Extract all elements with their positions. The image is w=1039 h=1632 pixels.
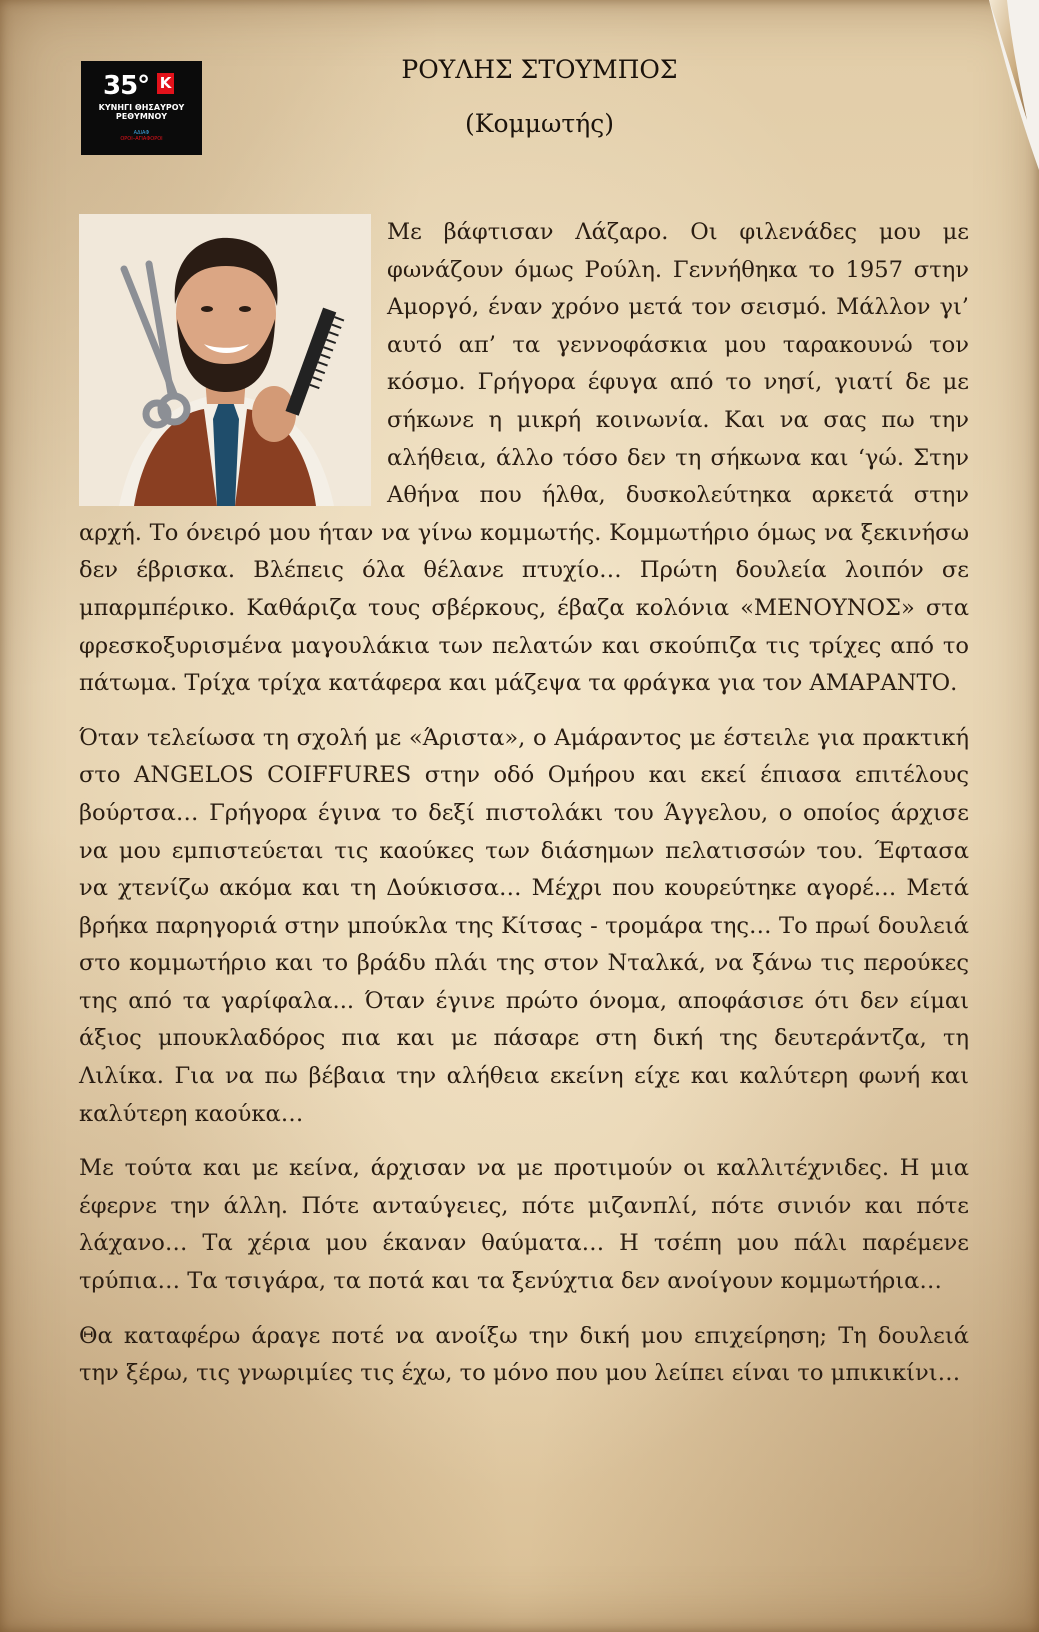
logo-number: 35° <box>103 71 150 101</box>
logo-badge: K <box>157 73 174 94</box>
paragraph-2: Όταν τελείωσα τη σχολή με «Άριστα», ο Αμάραντος με έστειλε για πρακτική στο ANGELOS COIFFURES στην οδό Ομήρου και εκεί έπιασα επιτέλους βούρτσα… Γρήγορα έγινα το δεξί πιστολάκι του Άγγελου, ο οποίος άρχισε να μου εμπιστεύεται τις καούκες των διάσημων πελατισσών του. Έφτασα να χτενίζω ακόμα και τη Δούκισσα… Μέχρι που κουρεύτηκε αγορέ… Μετά βρήκα παρηγοριά στην μπούκλα της Κίτσας - τρομάρα της… Το πρωί δουλειά στο κομμωτήριο και το βράδυ πλάι της στον Νταλκά, να ξάνω τις περούκες της από τα γαρίφαλα... Όταν έγινε πρώτο όνομα, αποφάσισε ότι δεν είμαι άξιος μπουκλαδόρος πια και με πάσαρε στη δική της δευτεράντζα, τη Λιλίκα. Για να πω βέβαια την αλήθεια εκείνη είχε και καλύτερη φωνή και καλύτερη καούκα… <box>79 724 969 1127</box>
page-curl-corner <box>919 0 1039 180</box>
logo-caption: ΚΥΝΗΓΙ ΘΗΣΑΥΡΟΥ ΡΕΘΥΜΝΟΥ <box>98 103 185 121</box>
paragraph-1: Με βάφτισαν Λάζαρο. Οι φιλενάδες μου με φωνάζουν όμως Ρούλη. Γεννήθηκα το 1957 στην Αμοργό, έναν χρόνο μετά τον σεισμό. Μάλλον γι’ αυτό απ’ τα γεννοφάσκια μου ταρακουνώ τον κόσμο. Γρήγορα έφυγα από το νησί, γιατί δε με σήκωνε η μικρή κοινωνία. Και να σας πω την αλήθεια, άλλο τόσο δεν τη σήκωνα και ‘γώ. Στην Αθήνα που ήλθα, δυσκολεύτηκα αρκετά στην αρχή. Το όνειρό μου ήταν να γίνω κομμωτής. Κομμωτήριο όμως να ξεκινήσω δεν έβρισκα. Βλέπεις όλα θέλανε πτυχίο… Πρώτη δουλεία λοιπόν σε μπαρμπέρικο. Καθάριζα τους σβέρκους, έβαζα κολόνια «ΜΕΝΟΥΝΟΣ» στα φρεσκοξυρισμένα μαγουλάκια των πελατών και σκούπιζα τις τρίχες από το πάτωμα. Τρίχα τρίχα κατάφερα και μάζεψα τα φράγκα για τον ΑΜΑΡΑΝΤΟ. <box>79 219 969 697</box>
logo-tagline-1: ΑΔΙΑΦ <box>133 130 150 136</box>
story-text <box>79 214 969 1410</box>
barber-illustration <box>79 214 371 506</box>
paragraph-3: Με τούτα και με κείνα, άρχισαν να με προτιμούν οι καλλιτέχνιδες. Η μια έφερνε την άλλη. Πότε ανταύγειες, πότε μιζανπλί, πότε σινιόν και πότε λάχανο… Τα χέρια μου έκαναν θαύματα… Η τσέπη μου πάλι παρέμενε τρύπια… Τα τσιγάρα, τα ποτά και τα ξενύχτια δεν ανοίγουν κομμωτήρια… <box>79 1155 969 1295</box>
page-title: ΡΟΥΛΗΣ ΣΤΟΥΜΠΟΣ <box>401 55 678 84</box>
logo-tagline-2: ΟΡΟΙ–ΑΓΙΑΦΟΡΟΙ <box>120 136 163 142</box>
event-logo <box>81 61 202 155</box>
barber-portrait <box>79 214 371 506</box>
page-subtitle: (Κομμωτής) <box>465 109 614 138</box>
paragraph-4: Θα καταφέρω άραγε ποτέ να ανοίξω την δική μου επιχείρηση; Τη δουλειά την ξέρω, τις γνωριμίες τις έχω, το μόνο που μου λείπει είναι το μπικικίνι… <box>79 1322 969 1387</box>
